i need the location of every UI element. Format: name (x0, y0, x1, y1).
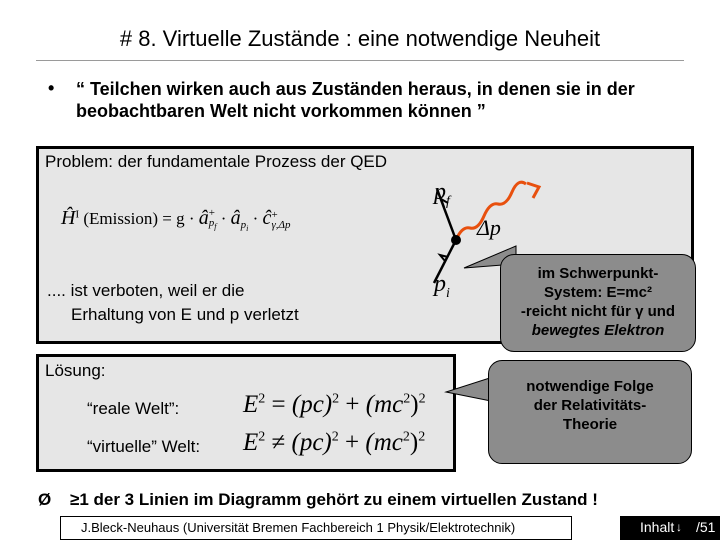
eq-close-paren: ) (410, 391, 419, 418)
eq-momentum-term: (pc) (291, 429, 332, 456)
callout1-line4: bewegtes Elektron (531, 322, 665, 339)
hamiltonian-symbol: Ĥ (61, 207, 76, 229)
eq-square: 2 (403, 391, 411, 407)
formula-sup: + (271, 209, 278, 222)
conclusion-text: ≥1 der 3 Linien im Diagramm gehört zu einem virtuellen Zustand ! (70, 490, 598, 509)
label-p-initial-sub: i (446, 285, 450, 301)
label-p-initial-main: p (434, 271, 446, 297)
formula-sup: + (208, 207, 215, 219)
eq-square: 2 (331, 429, 339, 445)
label-p-final-main: p (434, 179, 446, 205)
virtual-world-equation (243, 429, 425, 457)
eq-momentum-term: (pc) (291, 391, 333, 418)
eq-mass-term: (mc (365, 429, 403, 456)
eq-square: 2 (418, 429, 426, 445)
label-delta-p: Δp (477, 215, 501, 240)
eq-mass-term: (mc (365, 391, 404, 418)
eq-energy: E (243, 391, 259, 418)
eq-not-equals: ≠ (271, 429, 286, 456)
eq-close-paren: ) (409, 429, 419, 456)
eq-square: 2 (418, 391, 426, 407)
problem-heading: Problem: der fundamentale Prozess der QED (45, 152, 388, 171)
eq-square: 2 (402, 429, 410, 445)
emission-formula (61, 207, 290, 234)
slide-title: # 8. Virtuelle Zustände : eine notwendige Neuheit (119, 26, 601, 51)
label-p-final-sub: f (446, 193, 450, 209)
page-count: /51 (696, 519, 716, 535)
forbidden-line-2: Erhaltung von E und p verletzt (71, 305, 299, 324)
formula-sub: p (208, 217, 215, 229)
label-p-final (434, 179, 450, 210)
callout2-line2: der Relativitäts- (533, 397, 647, 414)
formula-subsub: i (246, 224, 249, 234)
forbidden-line-1: .... ist verboten, weil er die (47, 281, 245, 300)
callout1-line3: -reicht nicht für γ und (520, 303, 676, 320)
solution-panel (36, 354, 456, 472)
solution-heading: Lösung: (45, 361, 106, 380)
photon-arrow (527, 183, 539, 198)
formula-subsub: f (214, 222, 217, 232)
formula-sup: I (75, 208, 80, 221)
callout2-line3: Theorie (562, 416, 618, 433)
eq-plus: + (345, 391, 360, 418)
eq-plus: + (345, 429, 360, 456)
callout2-line1: notwendige Folge (526, 378, 654, 395)
bullet-quote: “ Teilchen wirken auch aus Zuständen heraus, in denen sie in der beobachtbaren Welt nicht vorkommen können ” (76, 79, 635, 121)
conclusion-arrow-icon: Ø (38, 490, 52, 509)
eq-square: 2 (332, 391, 340, 407)
virtual-world-label: “virtuelle” Welt: (87, 437, 201, 456)
eq-energy: E (243, 429, 259, 456)
annihilation-op-a-pi: â (230, 207, 241, 229)
callout1-line2: System: E=mc² (544, 284, 652, 301)
formula-dot: · (252, 209, 259, 228)
formula-emission: (Emission) = g · (83, 209, 195, 228)
real-world-label: “reale Welt”: (87, 399, 180, 418)
formula-sub: γ,Δp (271, 219, 291, 232)
footer-credit: J.Bleck-Neuhaus (Universität Bremen Fachbereich 1 Physik/Elektrotechnik) (60, 516, 572, 540)
callout-relativity (488, 360, 692, 464)
callout1-line1: im Schwerpunkt- (537, 265, 659, 282)
formula-sub: p (240, 219, 247, 232)
creation-op-a-pf: â (198, 207, 209, 229)
real-world-equation (243, 391, 426, 419)
label-p-initial (434, 271, 450, 302)
down-arrow-icon[interactable]: ↓ (676, 520, 682, 534)
callout-center-of-mass (500, 254, 696, 352)
contents-link[interactable]: Inhalt (640, 519, 675, 535)
eq-square: 2 (258, 429, 266, 445)
formula-dot: · (220, 209, 227, 228)
creation-op-c-gamma: ĉ (262, 207, 272, 229)
eq-square: 2 (258, 391, 266, 407)
eq-equals: = (271, 391, 286, 418)
footer-nav (620, 516, 720, 540)
bullet-marker: • (48, 78, 55, 98)
title-divider (36, 60, 684, 61)
